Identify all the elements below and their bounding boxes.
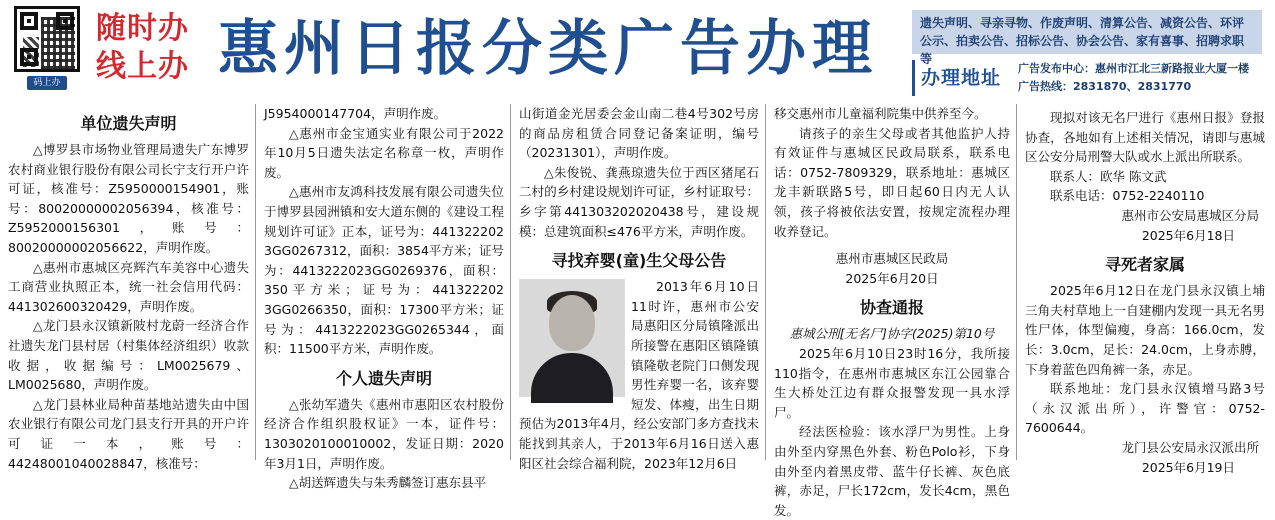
page-title: 惠州日报分类广告办理 [218, 14, 878, 84]
notice-paragraph: 请孩子的亲生父母或者其他监护人持有效证件与惠城区民政局联系，联系电话：0752-7809329，联系地址：惠城区龙丰新联路5号，即日起60日内无人认领，孩子将被依法安置，按规定流程办理收养登记。 [774, 125, 1010, 239]
address-line: 广告发布中心：惠州市江北三新路报业大厦一楼 [1018, 62, 1249, 75]
column-1 [4, 104, 256, 471]
child-photo [519, 279, 625, 397]
signature-org: 龙门县公安局永汉派出所 [1121, 439, 1259, 455]
notice-paragraph: J5954000147704，声明作废。 [264, 106, 447, 121]
notice-paragraph: △张幼军遗失《惠州市惠阳区农村股份经济合作组织股权证》一本，证件号：1303020100010002，发证日期：2020年3月1日，声明作废。 [264, 396, 504, 471]
photo-notice-block [519, 277, 759, 473]
notice-text: 2013年6月10日11时许，惠州市公安局惠阳区分局镇隆派出所接警在惠阳区镇隆镇镇隆敬老院门口侧发现男性弃婴一名，该弃婴短发、体瘦，出生日期预估为2013年4月，经公安部门多方查找未能找到其亲人，于2013年6月16日送入惠阳区社会综合福利院，2023年12月6日 [519, 279, 759, 471]
contact-phone: 联系电话：0752-2240110 [1050, 188, 1205, 204]
section-title-personal-loss: 个人遗失声明 [335, 368, 432, 388]
notice-paragraph: △朱俊锐、龚燕琼遗失位于西区猪尾石二村的乡村建设规划许可证，乡村证取号：乡字第441303202020438号，建设规模：总建筑面积≤476平方米，声明作废。 [519, 164, 759, 239]
signature-date: 2025年6月20日 [845, 270, 939, 286]
section-title-find-parents: 寻找弃婴(童)生父母公告 [551, 251, 727, 271]
column-2 [258, 104, 511, 491]
ad-types-list: 遗失声明、寻亲寻物、作废声明、清算公告、减资公告、环评公示、拍卖公告、招标公告、协会公告、家有喜事、招聘求职等 [912, 10, 1262, 54]
office-address [1018, 60, 1268, 96]
column-4 [768, 104, 1017, 518]
notice-paragraph: △博罗县市场物业管理局遗失广东博罗农村商业银行股份有限公司长宁支行开户许可证，核准号：Z5950000154901，账号：80020000002056394，核准号：Z5952000156301，账号：80020000002056622，声明作废。 [8, 142, 249, 255]
slogan-line-2: 线上办 [96, 49, 189, 84]
signature-date: 2025年6月19日 [1141, 459, 1235, 475]
notice-paragraph [519, 277, 759, 473]
notice-paragraph: 山街道金光居委会金山南二巷4号302号房的商品房租赁合同登记备案证明，编号（20231301），声明作废。 [519, 106, 759, 161]
office-address-label: 办理地址 [912, 60, 1012, 96]
contact-person: 联系人：欧华 陈文武 [1050, 168, 1167, 184]
qr-code-block[interactable] [14, 6, 80, 94]
section-title-unit-loss: 单位遗失声明 [80, 114, 177, 133]
column-3 [513, 104, 766, 471]
qr-code-icon[interactable] [14, 6, 80, 72]
slogan [96, 10, 208, 86]
notice-paragraph: 2025年6月12日在龙门县永汉镇上埔三角夫村草地上一自建棚内发现一具无名男性尸体，体型偏瘦，身高：166.0cm，发长：3.0cm，足长：24.0cm，上身赤膊，下身着蓝色四角裤一条，赤足。 [1025, 283, 1265, 377]
notice-paragraph: 现拟对该无名尸进行《惠州日报》登报协查，各地如有上述相关情况，请即与惠城区公安分局刑警大队或水上派出所联系。 [1025, 110, 1265, 165]
signature-org: 惠州市惠城区民政局 [835, 251, 949, 267]
notice-paragraph: △龙门县永汉镇新陂村龙蔚一经济合作社遗失龙门县村居（村集体经济组织）收款收据，收据编号：LM0025679、LM0025680，声明作废。 [8, 318, 249, 393]
notice-paragraph: 2025年6月10日23时16分，我所接110指令，在惠州市惠城区东江公园靠合生大桥处江边有群众报警发现一具水浮尸。 [774, 345, 1010, 420]
notice-paragraph: △胡送辉遗失与朱秀麟签订惠东县平 [289, 475, 487, 491]
masthead [0, 0, 1275, 104]
notice-number: 惠城公刑[无名尸]协字(2025)第10号 [789, 326, 995, 342]
qr-label: 码上办 [27, 76, 67, 90]
notice-paragraph: 移交惠州市儿童福利院集中供养至今。 [774, 106, 987, 121]
notice-paragraph: 联系地址：龙门县永汉镇增马路3号（永汉派出所），许警官：0752-7600644。 [1025, 381, 1265, 436]
section-title-find-relatives: 寻死者家属 [1104, 255, 1185, 275]
notice-paragraph: △龙门县林业局种苗基地站遗失由中国农业银行有限公司龙门县支行开具的开户许可证一本，账号：44248001040028847，核准号： [8, 396, 249, 471]
column-5 [1019, 104, 1271, 475]
hotline-line: 广告热线：2831870、2831770 [1018, 80, 1192, 93]
notice-paragraph: △惠州市友鸿科技发展有限公司遗失位于博罗县园洲镇和安大道东侧的《建设工程规划许可证》正本，证号为：441322202​3GG0267312，面积：3854平方米；证号为：441322202​3GG0269376，面积：350平方米；证号为：441322202​3GG0266350，面积：17300平方米；证号为：441322202​3GG0265344，面积：11500平方米，声明作废。 [264, 184, 504, 357]
ad-info-box [912, 10, 1262, 100]
signature-date: 2025年6月18日 [1141, 227, 1235, 243]
notice-paragraph: 经法医检验：该水浮尸为男性。上身由外至内穿黑色外套、粉色Polo衫，下身由外至内着黑皮带、蓝牛仔长裤、灰色底裤，赤足，尸长172cm，发长4cm，黑色发。 [774, 424, 1010, 518]
section-title-investigation: 协查通报 [859, 298, 924, 318]
notice-paragraph: △惠州市惠城区亮辉汽车美容中心遗失工商营业执照正本，统一社会信用代码：441302600320429，声明作废。 [8, 259, 249, 314]
signature-org: 惠州市公安局惠城区分局 [1121, 207, 1259, 223]
slogan-line-1: 随时办 [96, 11, 189, 46]
notice-paragraph: △惠州市金宝通实业有限公司于2022年10月5日遗失法定名称章一枚，声明作废。 [264, 125, 504, 180]
